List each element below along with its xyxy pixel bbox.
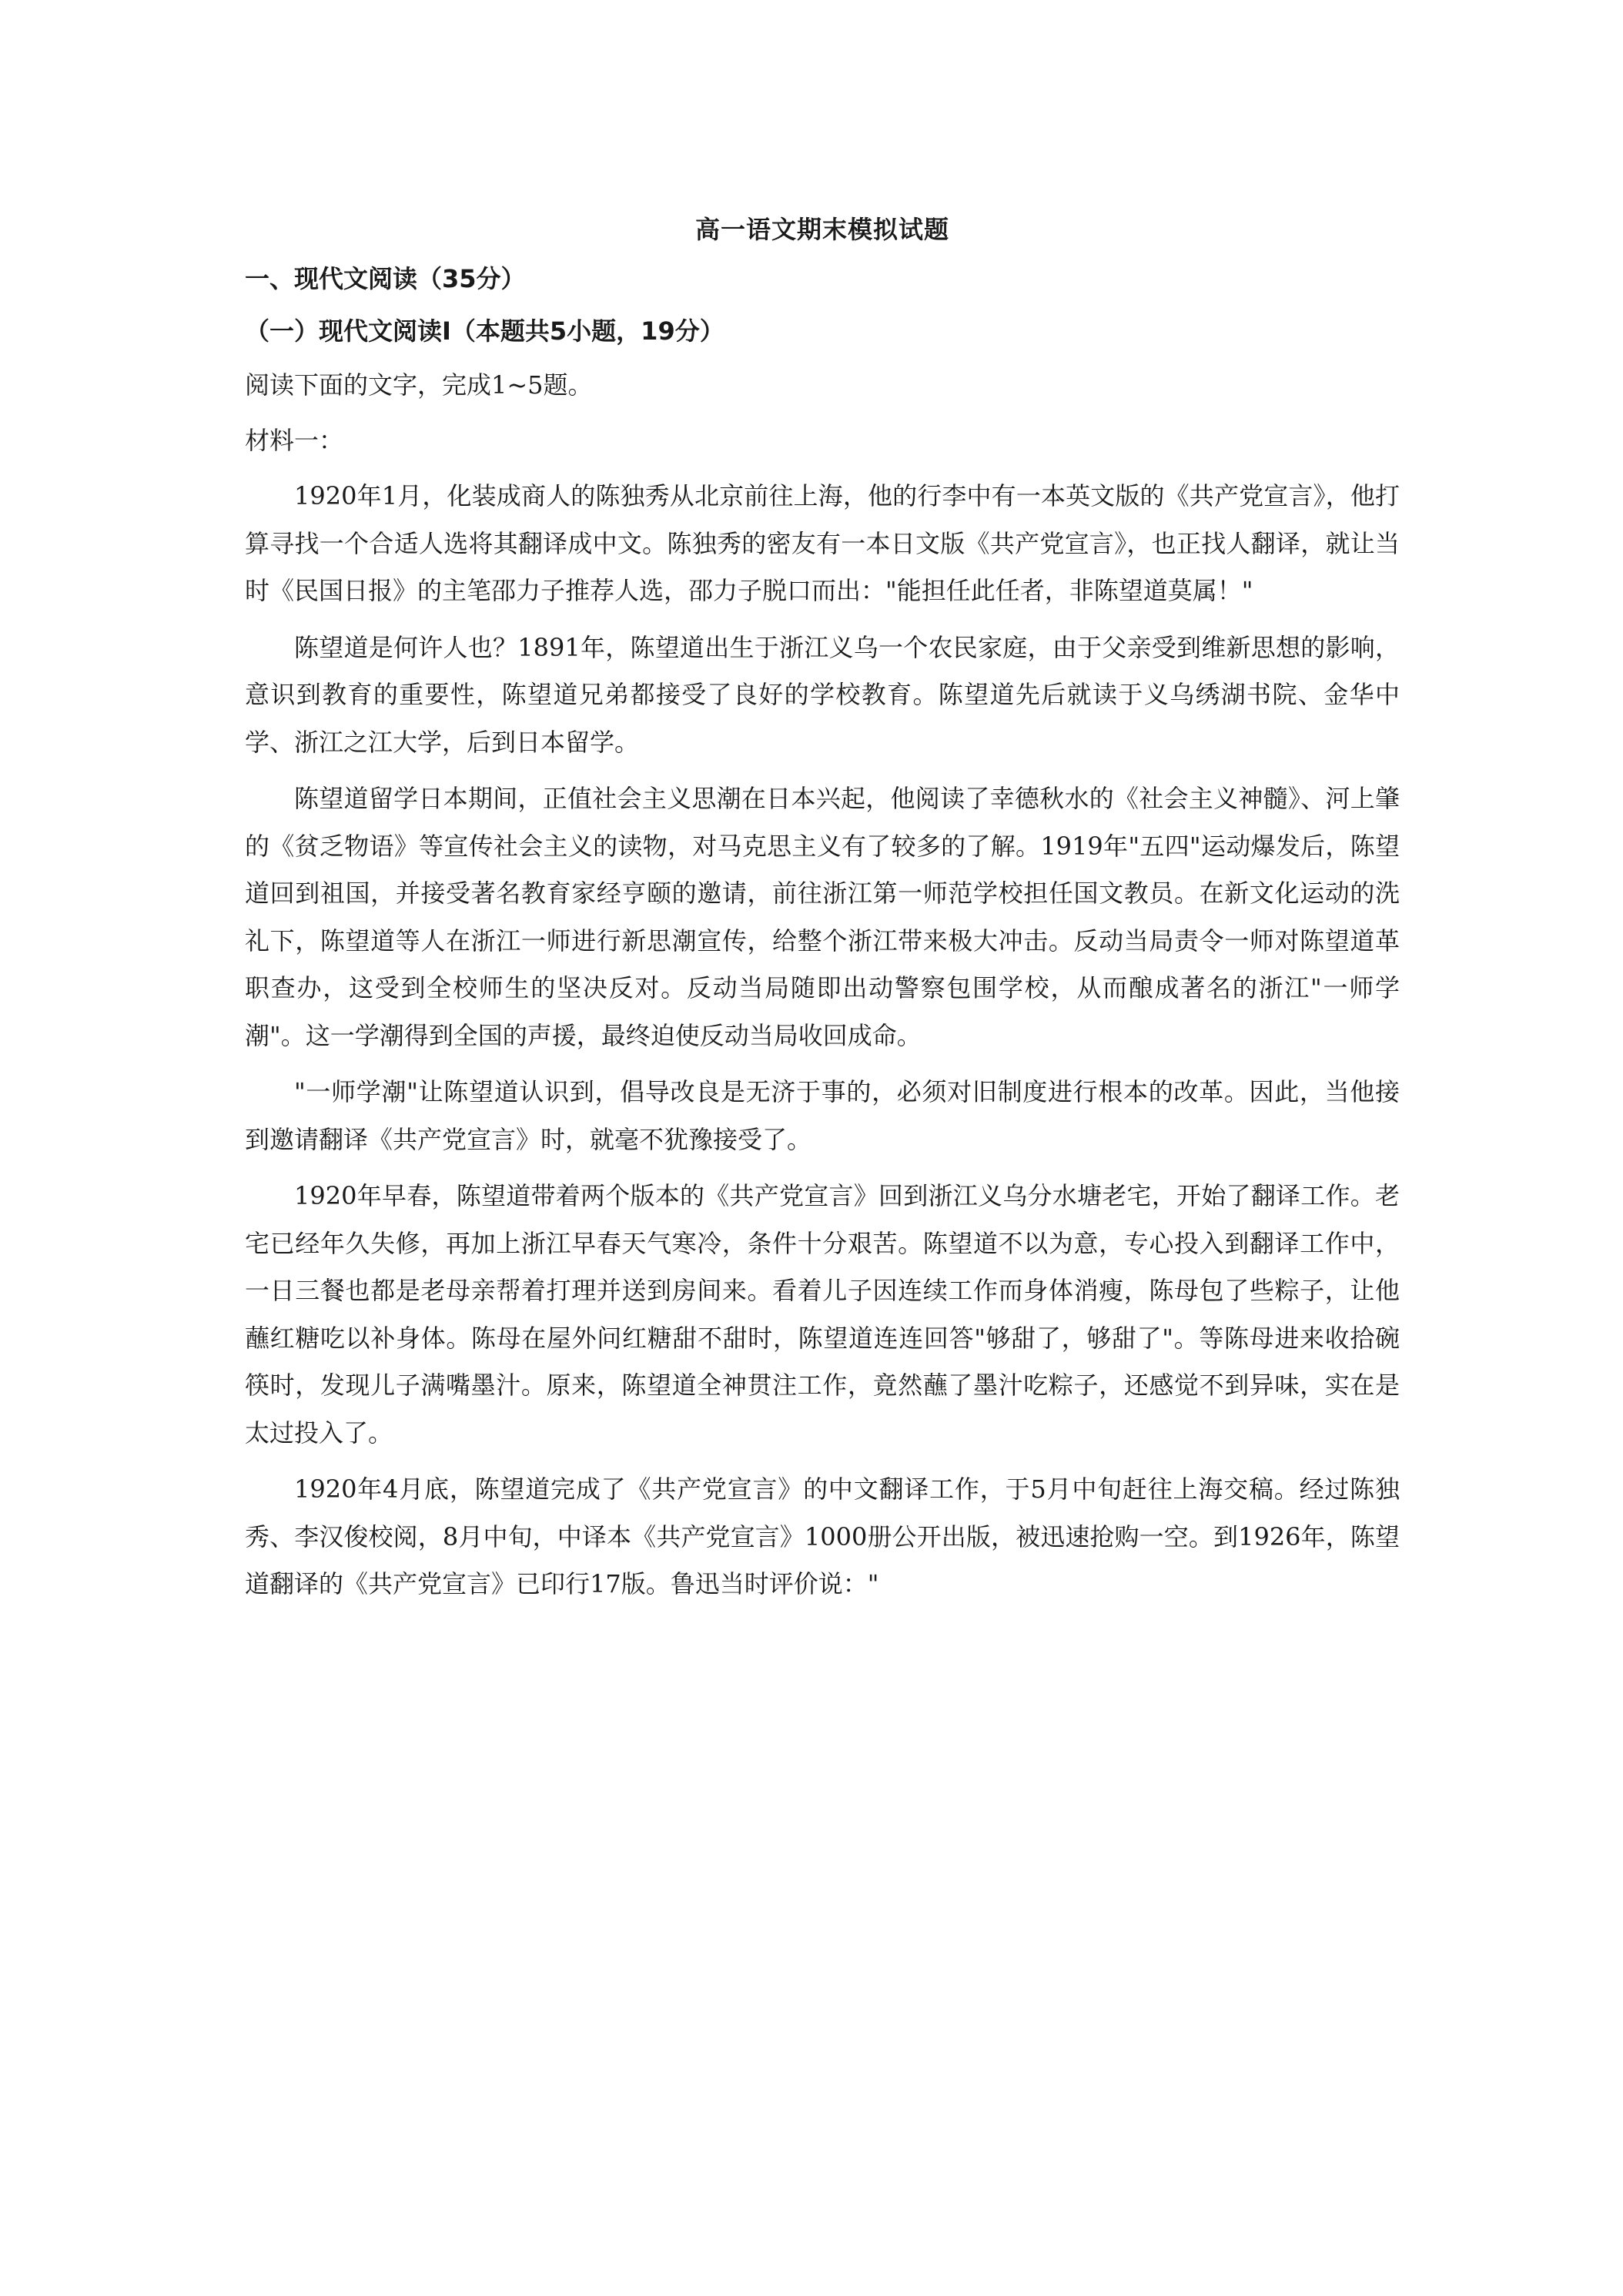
paragraph-4: "一师学潮"让陈望道认识到，倡导改良是无济于事的，必须对旧制度进行根本的改革。因此，当他接到邀请翻译《共产党宣言》时，就毫不犹豫接受了。 bbox=[245, 1077, 1400, 1154]
page-content bbox=[245, 206, 1400, 1618]
subsection-heading: （一）现代文阅读Ⅰ（本题共5小题，19分） bbox=[245, 316, 724, 346]
paragraph-1: 1920年1月，化装成商人的陈独秀从北京前往上海，他的行李中有一本英文版的《共产党宣言》，他打算寻找一个合适人选将其翻译成中文。陈独秀的密友有一本日文版《共产党宣言》，也正找人翻译，就让当时《民国日报》的主笔邵力子推荐人选，邵力子脱口而出："能担任此任者，非陈望道莫属！" bbox=[245, 481, 1400, 605]
page-title: 高一语文期末模拟试题 bbox=[694, 215, 949, 244]
paragraph-5: 1920年早春，陈望道带着两个版本的《共产党宣言》回到浙江义乌分水塘老宅，开始了翻译工作。老宅已经年久失修，再加上浙江早春天气寒冷，条件十分艰苦。陈望道不以为意，专心投入到翻译工作中，一日三餐也都是老母亲帮着打理并送到房间来。看着儿子因连续工作而身体消瘦，陈母包了些粽子，让他蘸红糖吃以补身体。陈母在屋外问红糖甜不甜时，陈望道连连回答"够甜了，够甜了"。等陈母进来收拾碗筷时，发现儿子满嘴墨汁。原来，陈望道全神贯注工作，竟然蘸了墨汁吃粽子，还感觉不到异味，实在是太过投入了。 bbox=[245, 1181, 1400, 1448]
paragraph-6: 1920年4月底，陈望道完成了《共产党宣言》的中文翻译工作，于5月中旬赶往上海交稿。经过陈独秀、李汉俊校阅，8月中旬，中译本《共产党宣言》1000册公开出版，被迅速抢购一空。到1926年，陈望道翻译的《共产党宣言》已印行17版。鲁迅当时评价说：" bbox=[245, 1474, 1400, 1598]
section-heading: 一、现代文阅读（35分） bbox=[245, 264, 526, 293]
paragraph-3: 陈望道留学日本期间，正值社会主义思潮在日本兴起，他阅读了幸德秋水的《社会主义神髓》、河上肇的《贫乏物语》等宣传社会主义的读物，对马克思主义有了较多的了解。1919年"五四"运动爆发后，陈望道回到祖国，并接受著名教育家经亨颐的邀请，前往浙江第一师范学校担任国文教员。在新文化运动的洗礼下，陈望道等人在浙江一师进行新思潮宣传，给整个浙江带来极大冲击。反动当局责令一师对陈望道革职查办，这受到全校师生的坚决反对。反动当局随即出动警察包围学校，从而酿成著名的浙江"一师学潮"。这一学潮得到全国的声援，最终迫使反动当局收回成命。 bbox=[245, 784, 1400, 1050]
material-label: 材料一： bbox=[245, 426, 344, 455]
reading-instruction: 阅读下面的文字，完成1~5题。 bbox=[245, 370, 593, 400]
paragraph-2: 陈望道是何许人也？1891年，陈望道出生于浙江义乌一个农民家庭，由于父亲受到维新思想的影响，意识到教育的重要性，陈望道兄弟都接受了良好的学校教育。陈望道先后就读于义乌绣湖书院、金华中学、浙江之江大学，后到日本留学。 bbox=[245, 632, 1400, 757]
